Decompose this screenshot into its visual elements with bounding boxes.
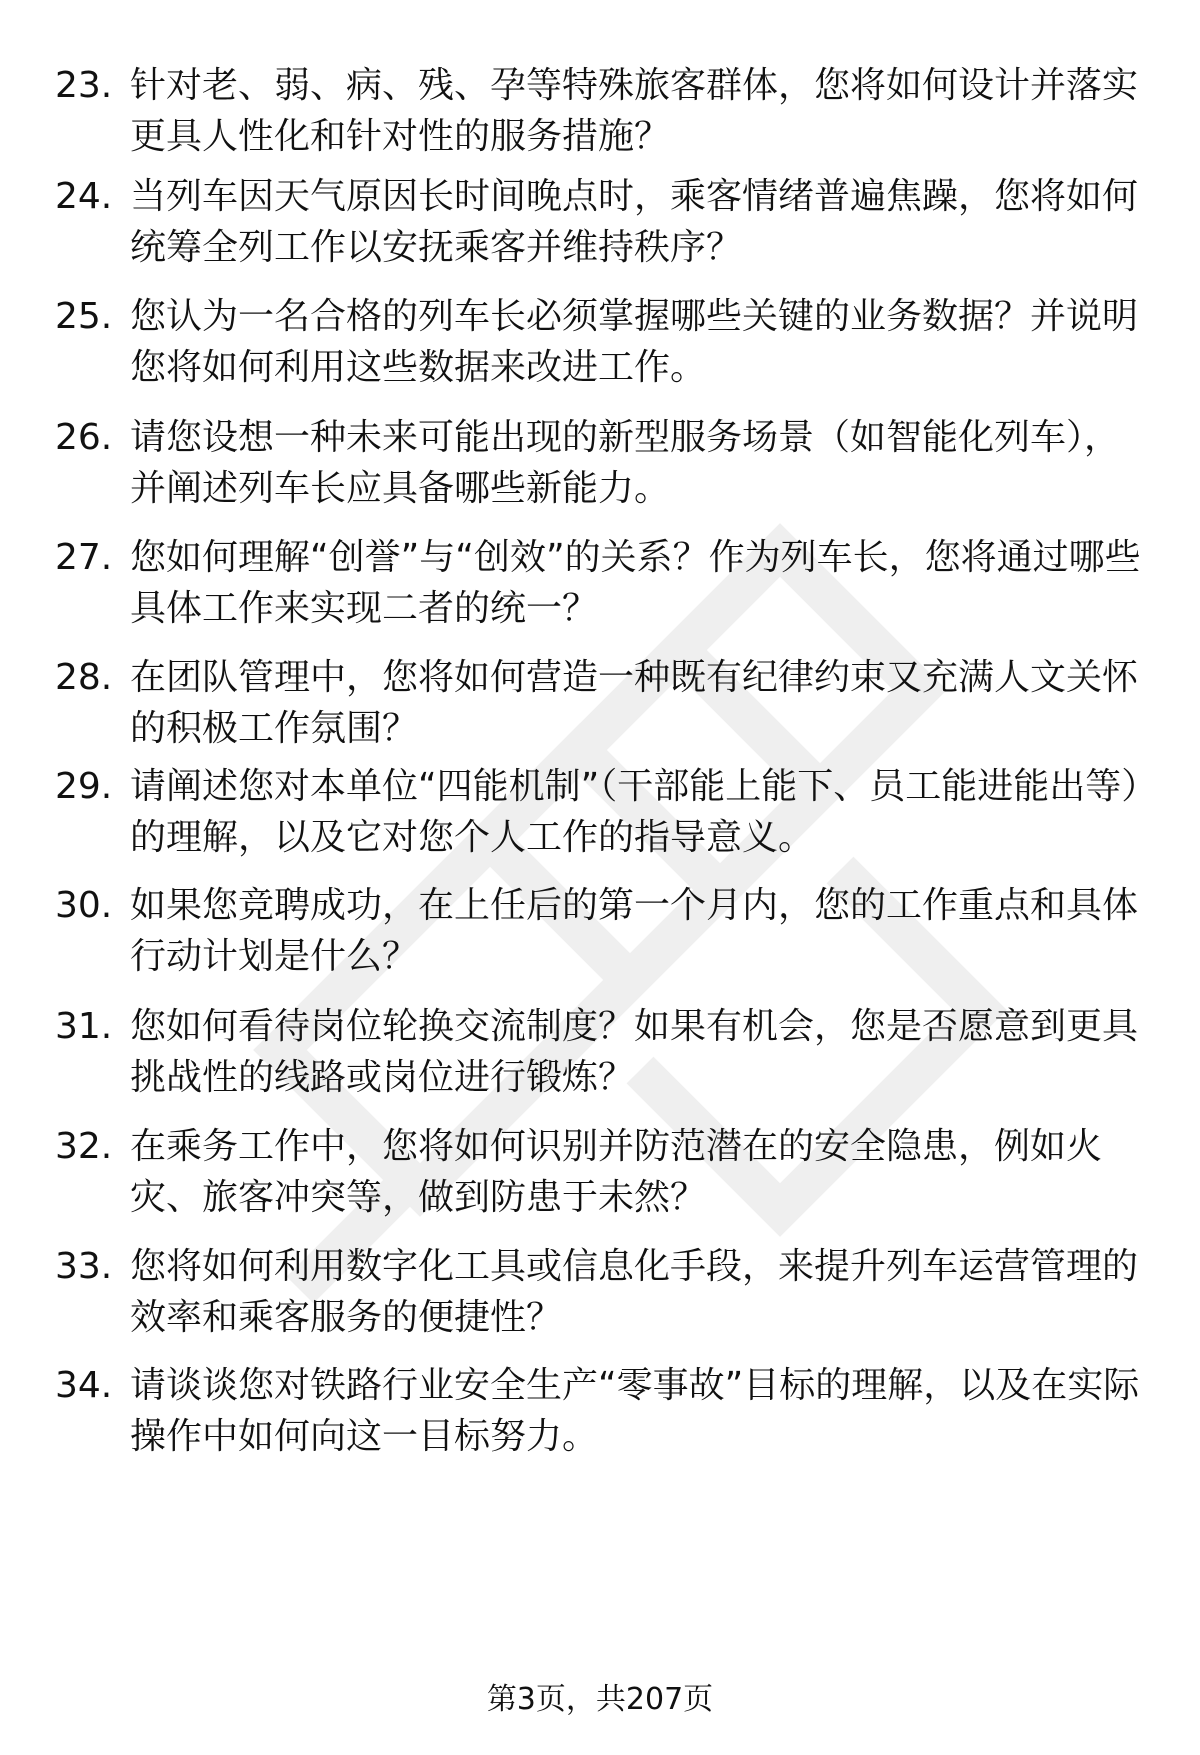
question-number: 30. bbox=[55, 885, 113, 926]
question-item bbox=[55, 1360, 1155, 1462]
question-number: 27. bbox=[55, 537, 113, 578]
question-item bbox=[55, 652, 1155, 754]
question-item bbox=[55, 1241, 1155, 1343]
question-number: 24. bbox=[55, 176, 113, 217]
question-text: 您如何理解“创誉”与“创效”的关系？作为列车长，您将通过哪些具体工作来实现二者的统一？ bbox=[130, 537, 1141, 629]
question-text: 请阐述您对本单位“四能机制”（干部能上能下、员工能进能出等）的理解，以及它对您个人工作的指导意义。 bbox=[130, 766, 1140, 858]
question-text: 请谈谈您对铁路行业安全生产“零事故”目标的理解，以及在实际操作中如何向这一目标努力。 bbox=[130, 1365, 1140, 1457]
question-text: 您如何看待岗位轮换交流制度？如果有机会，您是否愿意到更具挑战性的线路或岗位进行锻炼？ bbox=[130, 1006, 1139, 1098]
question-text: 请您设想一种未来可能出现的新型服务场景（如智能化列车），并阐述列车长应具备哪些新能力。 bbox=[130, 417, 1121, 509]
question-item bbox=[55, 761, 1155, 863]
question-item bbox=[55, 532, 1155, 634]
question-number: 26. bbox=[55, 417, 113, 458]
question-number: 29. bbox=[55, 766, 113, 807]
question-item bbox=[55, 171, 1155, 273]
question-text: 您认为一名合格的列车长必须掌握哪些关键的业务数据？并说明您将如何利用这些数据来改进工作。 bbox=[130, 296, 1139, 388]
question-item bbox=[55, 412, 1155, 514]
question-item bbox=[55, 1001, 1155, 1103]
question-item bbox=[55, 880, 1155, 982]
question-item bbox=[55, 291, 1155, 393]
question-number: 33. bbox=[55, 1246, 113, 1287]
question-item bbox=[55, 1121, 1155, 1223]
question-text: 如果您竞聘成功，在上任后的第一个月内，您的工作重点和具体行动计划是什么？ bbox=[130, 885, 1139, 977]
question-text: 您将如何利用数字化工具或信息化手段，来提升列车运营管理的效率和乘客服务的便捷性？ bbox=[130, 1246, 1139, 1338]
question-text: 在乘务工作中，您将如何识别并防范潜在的安全隐患，例如火灾、旅客冲突等，做到防患于未然？ bbox=[130, 1126, 1103, 1218]
question-text: 在团队管理中，您将如何营造一种既有纪律约束又充满人文关怀的积极工作氛围？ bbox=[130, 657, 1139, 749]
question-number: 25. bbox=[55, 296, 113, 337]
question-number: 34. bbox=[55, 1365, 113, 1406]
page-number-footer: 第3页，共207页 bbox=[486, 1682, 714, 1717]
question-number: 32. bbox=[55, 1126, 113, 1167]
question-number: 31. bbox=[55, 1006, 113, 1047]
question-text: 针对老、弱、病、残、孕等特殊旅客群体，您将如何设计并落实更具人性化和针对性的服务措施？ bbox=[130, 65, 1139, 157]
question-number: 28. bbox=[55, 657, 113, 698]
question-item bbox=[55, 60, 1155, 162]
question-number: 23. bbox=[55, 65, 113, 106]
question-text: 当列车因天气原因长时间晚点时，乘客情绪普遍焦躁，您将如何统筹全列工作以安抚乘客并维持秩序？ bbox=[130, 176, 1139, 268]
